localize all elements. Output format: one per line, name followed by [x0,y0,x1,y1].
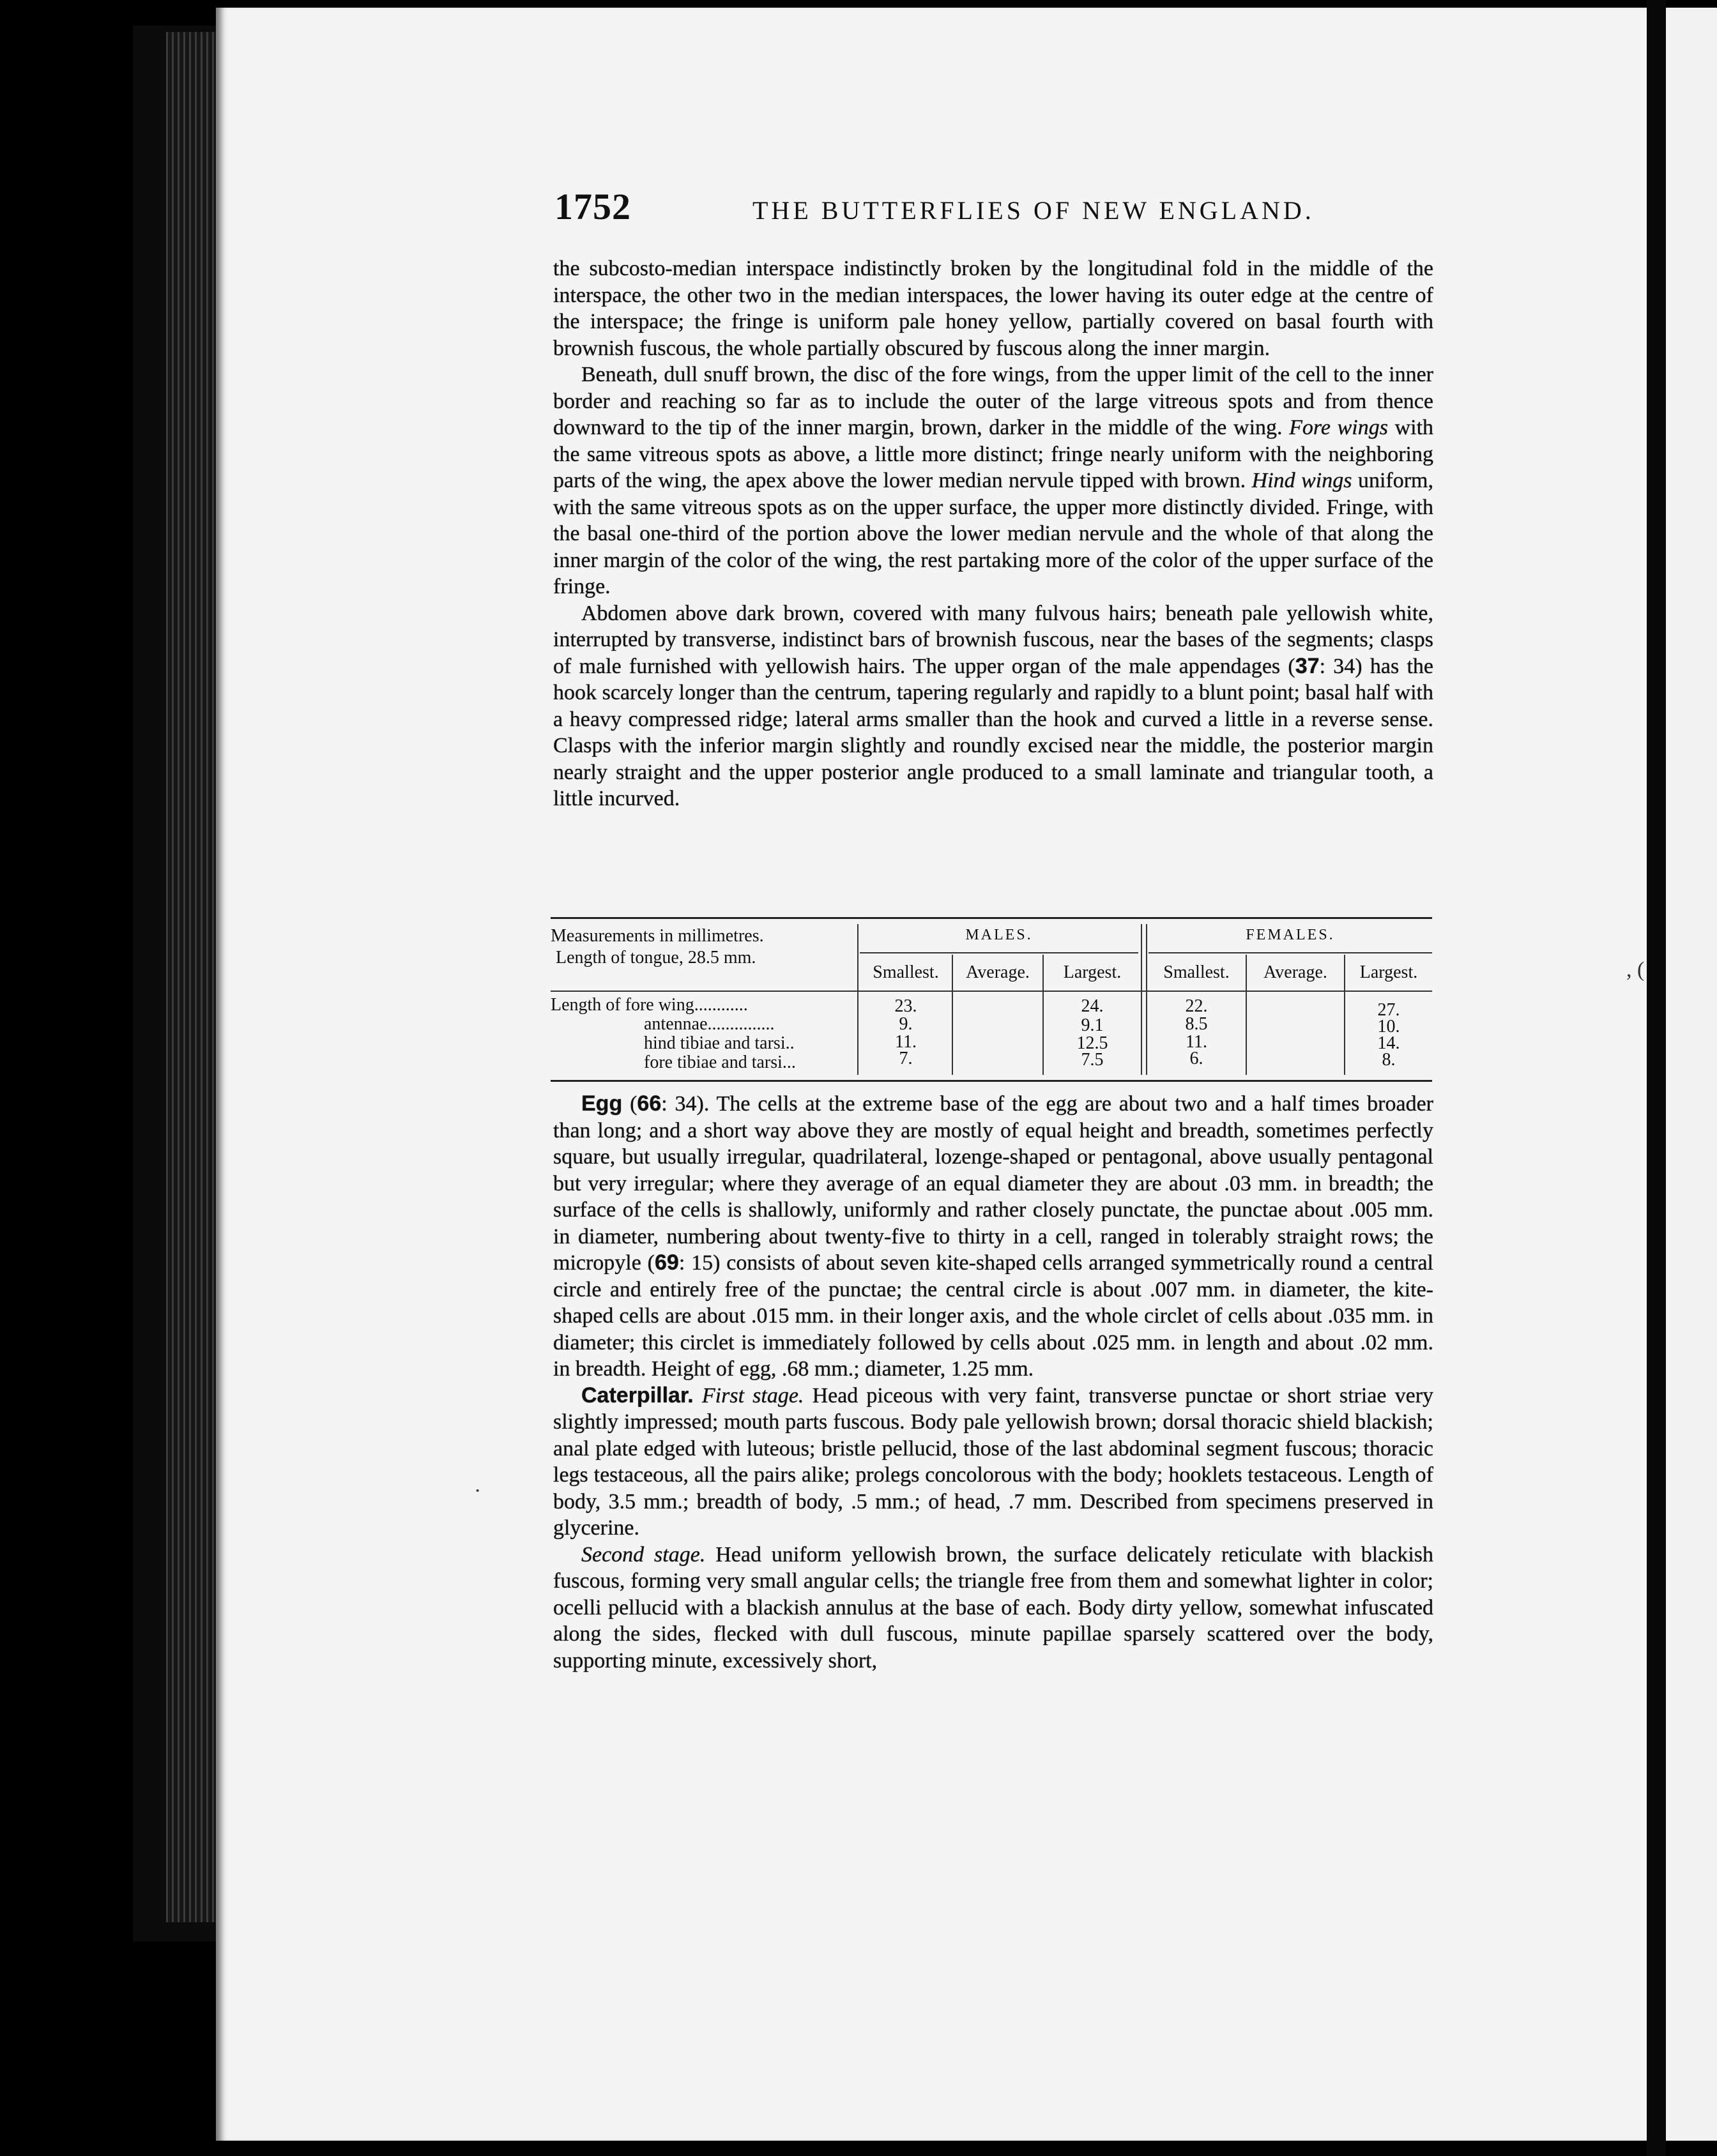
running-head [554,185,1436,236]
stage-label: First stage. [701,1383,804,1408]
group-header-females: FEMALES. [1246,927,1335,943]
table-cell: 9. [899,1014,913,1034]
table-cell: 8. [1382,1050,1396,1070]
abdomen-text: Abdomen above dark brown, covered with many fulvous hairs; beneath pale yellowish white, interrupted by transverse, indistinct bars of brownish fuscous, near the bases of the segments; clasps of male furnished with yellowish hairs. The upper organ of the male appendages [553,601,1433,678]
column-header: Average. [966,962,1030,982]
egg-text: The cells at the extreme base of the egg are about two and a half times broader than long; and a short way above they are mostly of equal height and breadth, sometimes perfectly square, but usually irregular, quadrilateral, lozenge-shaped or pentagonal, above usually pentagonal but very irregular; where they average of an equal diameter they are about .03 mm. in breadth; the surface of the cells is shallowly, uniformly and rather closely punctate, the punctae about .005 mm. in diameter, numbering about twenty-five to thirty in a cell, ranged in tolerably straight rows; the micropyle [553,1092,1433,1275]
plate-ref: 37 [1295,653,1320,678]
rule [551,991,1432,992]
plate-fig: : 34) [1319,654,1362,678]
stage-label: Second stage. [581,1542,706,1567]
column-header: Largest. [1359,962,1418,982]
table-row-label: hind tibiae and tarsi.. [644,1033,795,1053]
egg-heading: Egg [581,1091,623,1116]
table-cell: 8.5 [1185,1014,1208,1034]
running-title: THE BUTTERFLIES OF NEW ENGLAND. [752,196,1315,225]
beneath-text: Beneath, dull snuff brown, the disc of the fore wings, from the upper limit of the cell to the inner border and reaching so far as to include the outer of the large vitreous spots and from thence downward to the tip of the inner margin, brown, darker in the middle of the wing. [553,363,1433,439]
text-block-upper [553,255,1433,812]
egg-text: consists of about seven kite-shaped cells arranged symmetrically round a central circle and entirely free of the punctae; the central circle is about .007 mm. in diameter, the kite-shaped cells are about .015 mm. in their longer axis, and the whole circlet of cells about .035 mm. in diameter; this circlet is immediately followed by cells about .025 mm. in length and about .02 mm. in breadth. Height of egg, .68 mm.; diameter, 1.25 mm. [553,1251,1433,1381]
table-cell: 12.5 [1076,1033,1108,1053]
table-cell: 23. [894,996,917,1016]
column-header: Average. [1263,962,1327,982]
table-cell: 11. [895,1032,917,1052]
table-cell: 7. [899,1049,913,1068]
egg-paragraph: Egg (66: 34). The cells at the extreme base of the egg are about two and a half times broader than long; and a short way above they are mostly of equal height and breadth, sometimes perfectly square, but usually irregular, quadrilateral, lozenge-shaped or pentagonal, above usually pentagonal but very irregular; where they average of an equal diameter they are about .03 mm. in breadth; the surface of the cells is shallowly, uniformly and rather closely punctate, the punctae about .005 mm. in diameter, numbering about twenty-five to thirty in a cell, ranged in tolerably straight rows; the micropyle (69: 15) consists of about seven kite-shaped cells arranged symmetrically round a central circle and entirely free of the punctae; the central circle is about .007 mm. in diameter, the kite-shaped cells are about .015 mm. in their longer axis, and the whole circlet of cells about .035 mm. in diameter; this circlet is immediately followed by cells about .025 mm. in length and about .02 mm. in breadth. Height of egg, .68 mm.; diameter, 1.25 mm. [553,1091,1433,1381]
appendages-text: has the hook scarcely longer than the centrum, tapering regularly and rapidly to a blunt point; basal half with a heavy compressed ridge; lateral arms smaller than the hook and curved a little in a reverse sense. Clasps with the inferior margin slightly and roundly excised near the middle, the posterior margin nearly straight and the upper posterior angle produced to a small laminate and triangular tooth, a little incurved. [553,654,1434,810]
plate-fig: : 15) [678,1251,721,1275]
page-edges [166,32,224,1922]
hind-wings-label: Hind wings [1251,469,1352,492]
specks: , ( [1626,958,1645,982]
rule [1148,952,1432,953]
table-cell: 7.5 [1081,1050,1104,1070]
table-cell: 22. [1185,996,1208,1016]
gutter [1647,0,1666,2156]
paragraph [553,361,1433,600]
table-row-label: fore tibiae and tarsi... [644,1052,796,1072]
plate-fig: : 34). [661,1092,710,1116]
paragraph: the subcosto-median interspace indistinctly broken by the longitudinal fold in the middle of the interspace, the other two in the median interspaces, the lower having its outer edge at the centre of the interspace; the fringe is uniform pale honey yellow, partially covered on basal fourth with brownish fuscous, the whole partially obscured by fuscous along the inner margin. [553,257,1433,360]
paragraph: Abdomen above dark brown, covered with many fulvous hairs; beneath pale yellowish white, interrupted by transverse, indistinct bars of brownish fuscous, near the bases of the segments; clasps of male furnished with yellowish hairs. The upper organ of the male appendages (37: 34) has the hook scarcely longer than the centrum, tapering regularly and rapidly to a blunt point; basal half with a heavy compressed ridge; lateral arms smaller than the hook and curved a little in a reverse sense. Clasps with the inferior margin slightly and roundly excised near the middle, the posterior margin nearly straight and the upper posterior angle produced to a small laminate and triangular tooth, a little incurved. [553,601,1434,810]
caterpillar-paragraph [553,1542,1433,1674]
table-cell: 11. [1186,1032,1207,1052]
fore-wings-text: with the same vitreous spots as above, a little more distinct; fringe nearly uniform with the neighboring parts of the wing, the apex above the lower median nervule tipped with brown. [553,416,1434,492]
table-cell: 9.1 [1081,1015,1104,1035]
column-header: Smallest. [873,962,939,982]
stub-line: Length of tongue, 28.5 mm. [556,948,756,968]
table-cell: 10. [1377,1017,1400,1036]
page-number: 1752 [554,186,631,227]
table-cell: 14. [1377,1033,1400,1053]
column-header: Largest. [1063,962,1122,982]
column-header: Smallest. [1163,962,1230,982]
plate-ref: 69 [655,1250,679,1275]
measurement-table [551,917,1432,1082]
column-rule [857,924,858,1075]
hind-wings-text: uniform, with the same vitreous spots as on the upper surface, the upper more distinctly divided. Fringe, with the basal one-third of the portion above the lower median nervule and the whole of that along the inner margin of the color of the wing, the rest partaking more of the color of the upper surface of the fringe. [553,469,1433,598]
table-cell: 27. [1377,1000,1400,1020]
table-row-label: Length of fore wing............ [551,995,748,1015]
stage-text: Head piceous with very faint, transverse punctae or short striae very slightly impressed; mouth parts fuscous. Body pale yellowish brown; dorsal thoracic shield blackish; anal plate edged with luteous; bristle pellucid, those of the last abdominal segment fuscous; thoracic legs testaceous, all the pairs alike; prolegs concolorous with the body; hooklets testaceous. Length of body, 3.5 mm.; breadth of body, .5 mm.; of head, .7 mm. Described from specimens preserved in glycerine. [553,1383,1434,1540]
table-cell: 24. [1081,996,1104,1016]
text-block-lower [553,1091,1433,1674]
stub-line: Measurements in millimetres. [551,926,764,946]
column-rule [1141,924,1142,1075]
stage-text: Head uniform yellowish brown, the surface delicately reticulate with blackish fuscous, forming very small angular cells; the triangle free from them and somewhat lighter in color; ocelli pellucid with a blackish annulus at the base of each. Body dirty yellow, somewhat infuscated along the sides, flecked with dull fuscous, minute papillae sparsely scattered over the body, supporting minute, excessively short, [553,1542,1433,1673]
fore-wings-label: Fore wings [1289,416,1388,439]
specks: · [474,1479,482,1503]
table-row-label: antennae............... [644,1014,775,1034]
plate-ref: 66 [637,1091,662,1116]
caterpillar-paragraph [553,1383,1433,1542]
facing-page-edge [1666,8,1717,2141]
table-stub [551,925,851,969]
caterpillar-heading: Caterpillar. [581,1383,694,1408]
group-header-males: MALES. [965,927,1033,943]
table-cell: 6. [1189,1049,1203,1068]
rule [860,952,1138,953]
